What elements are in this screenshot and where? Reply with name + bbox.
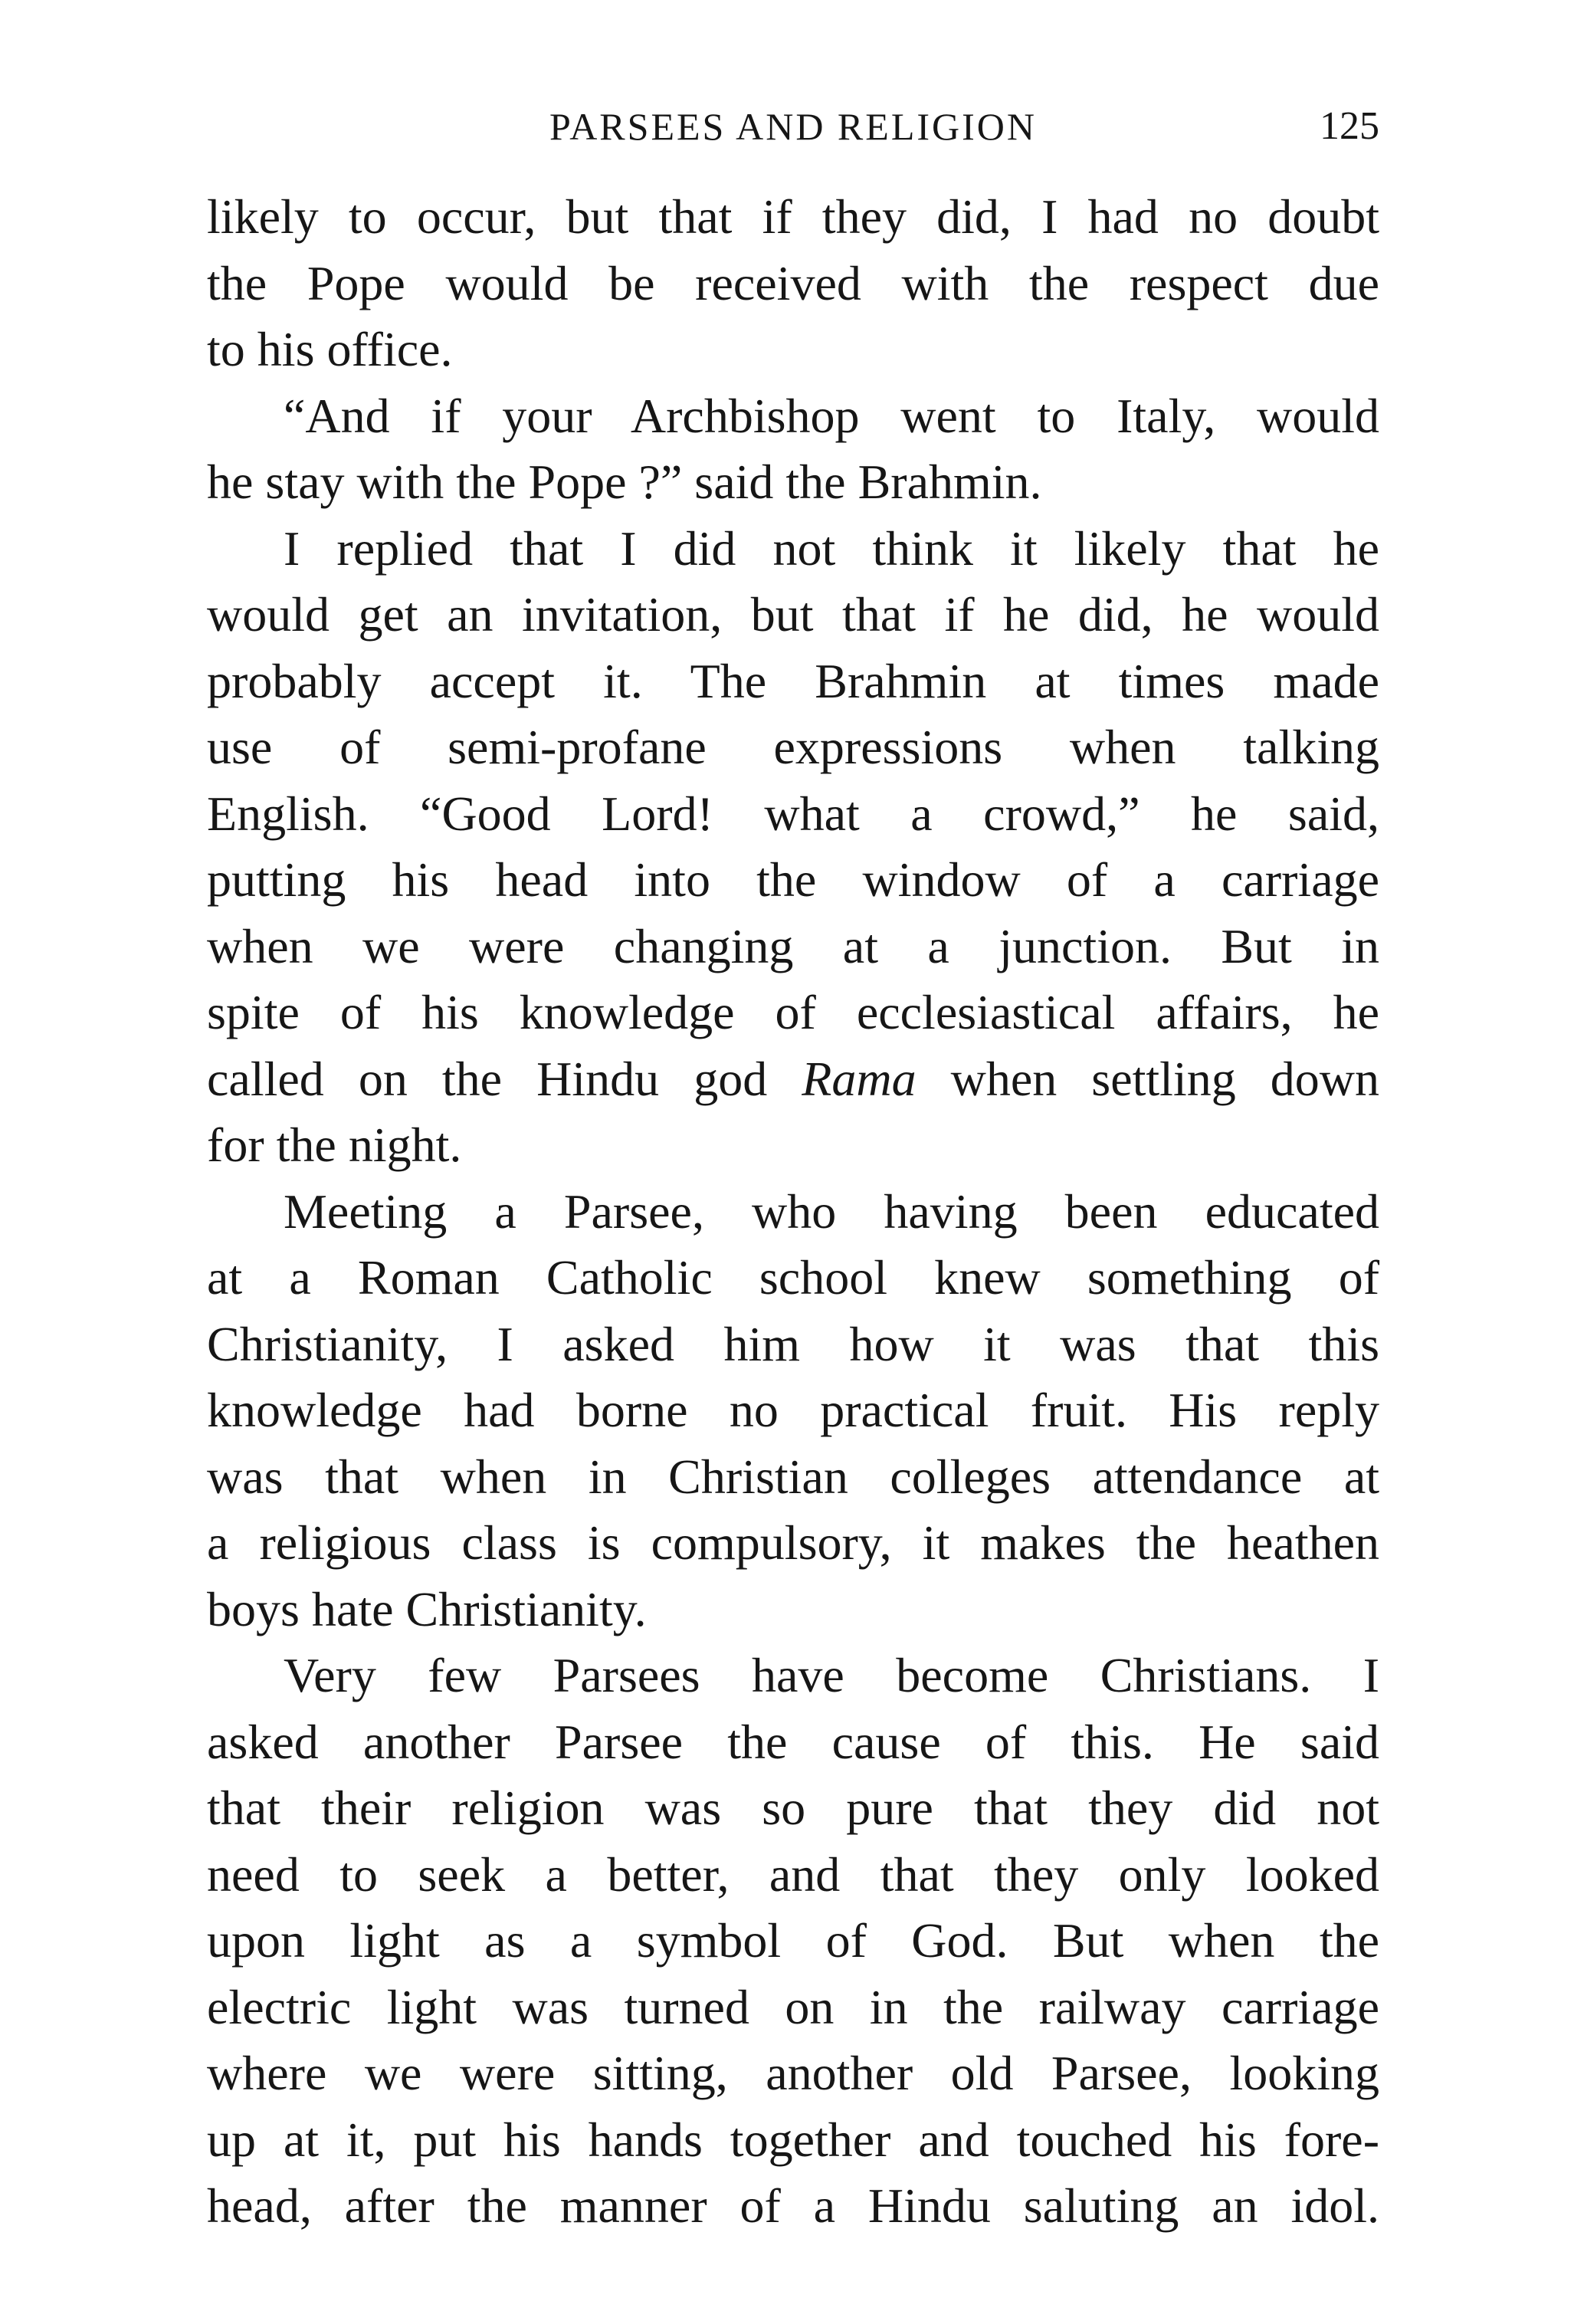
text-line: knowledge had borne no practical fruit. His reply bbox=[207, 1383, 1379, 1437]
text-line: the Pope would be received with the respect due bbox=[207, 255, 1379, 310]
text-line: asked another Parsee the cause of this. He said bbox=[207, 1714, 1379, 1769]
text-line: where we were sitting, another old Parsee, looking bbox=[207, 2046, 1379, 2100]
text-line: electric light was turned on in the railway carriage bbox=[207, 1979, 1379, 2034]
text-segment: when settling down bbox=[916, 1051, 1380, 1106]
text-line: “And if your Archbishop went to Italy, would bbox=[284, 388, 1379, 443]
text-line: English. “Good Lord! what a crowd,” he said, bbox=[207, 786, 1379, 841]
paragraph-continuation bbox=[207, 184, 1379, 383]
text-line: was that when in Christian colleges attendance at bbox=[207, 1449, 1379, 1504]
text-line: Christianity, I asked him how it was that this bbox=[207, 1316, 1379, 1371]
text-line: boys hate Christianity. bbox=[207, 1581, 647, 1636]
text-line: likely to occur, but that if they did, I had no doubt bbox=[207, 189, 1379, 244]
text-line: he stay with the Pope ?” said the Brahmin. bbox=[207, 455, 1042, 509]
text-segment: called on the Hindu god bbox=[207, 1051, 802, 1106]
text-line: upon light as a symbol of God. But when the bbox=[207, 1913, 1379, 1968]
paragraph-few-parsees bbox=[207, 1643, 1379, 2240]
italic-word: Rama bbox=[802, 1051, 917, 1106]
page-number: 125 bbox=[1320, 104, 1379, 148]
text-line: for the night. bbox=[207, 1118, 462, 1172]
text-line: head, after the manner of a Hindu saluting an idol. bbox=[207, 2178, 1379, 2233]
page-header bbox=[207, 92, 1379, 161]
text-line-with-italic bbox=[207, 1046, 1379, 1113]
paragraph-archbishop bbox=[207, 383, 1379, 516]
text-line: at a Roman Catholic school knew something of bbox=[207, 1250, 1379, 1305]
text-line: Very few Parsees have become Christians. I bbox=[284, 1648, 1379, 1702]
running-head: PARSEES AND RELIGION bbox=[549, 105, 1037, 148]
body-text bbox=[207, 184, 1379, 2240]
text-line: would get an invitation, but that if he did, he would bbox=[207, 587, 1379, 642]
text-line: putting his head into the window of a carriage bbox=[207, 852, 1379, 907]
text-line: spite of his knowledge of ecclesiastical affairs, he bbox=[207, 985, 1379, 1039]
text-line: a religious class is compulsory, it makes the heathen bbox=[207, 1515, 1379, 1570]
text-line: up at it, put his hands together and touched his fore- bbox=[207, 2112, 1379, 2167]
text-line: Meeting a Parsee, who having been educated bbox=[284, 1183, 1379, 1239]
text-line: probably accept it. The Brahmin at times made bbox=[207, 653, 1379, 708]
paragraph-brahmin bbox=[207, 516, 1379, 1179]
text-line: use of semi-profane expressions when talking bbox=[207, 720, 1379, 774]
text-line: when we were changing at a junction. But in bbox=[207, 918, 1379, 973]
text-line: that their religion was so pure that they did not bbox=[207, 1781, 1379, 1835]
text-line: to his office. bbox=[207, 322, 453, 376]
text-line: need to seek a better, and that they only looked bbox=[207, 1846, 1379, 1902]
paragraph-parsee-education bbox=[207, 1179, 1379, 1643]
text-line: I replied that I did not think it likely that he bbox=[284, 520, 1379, 576]
